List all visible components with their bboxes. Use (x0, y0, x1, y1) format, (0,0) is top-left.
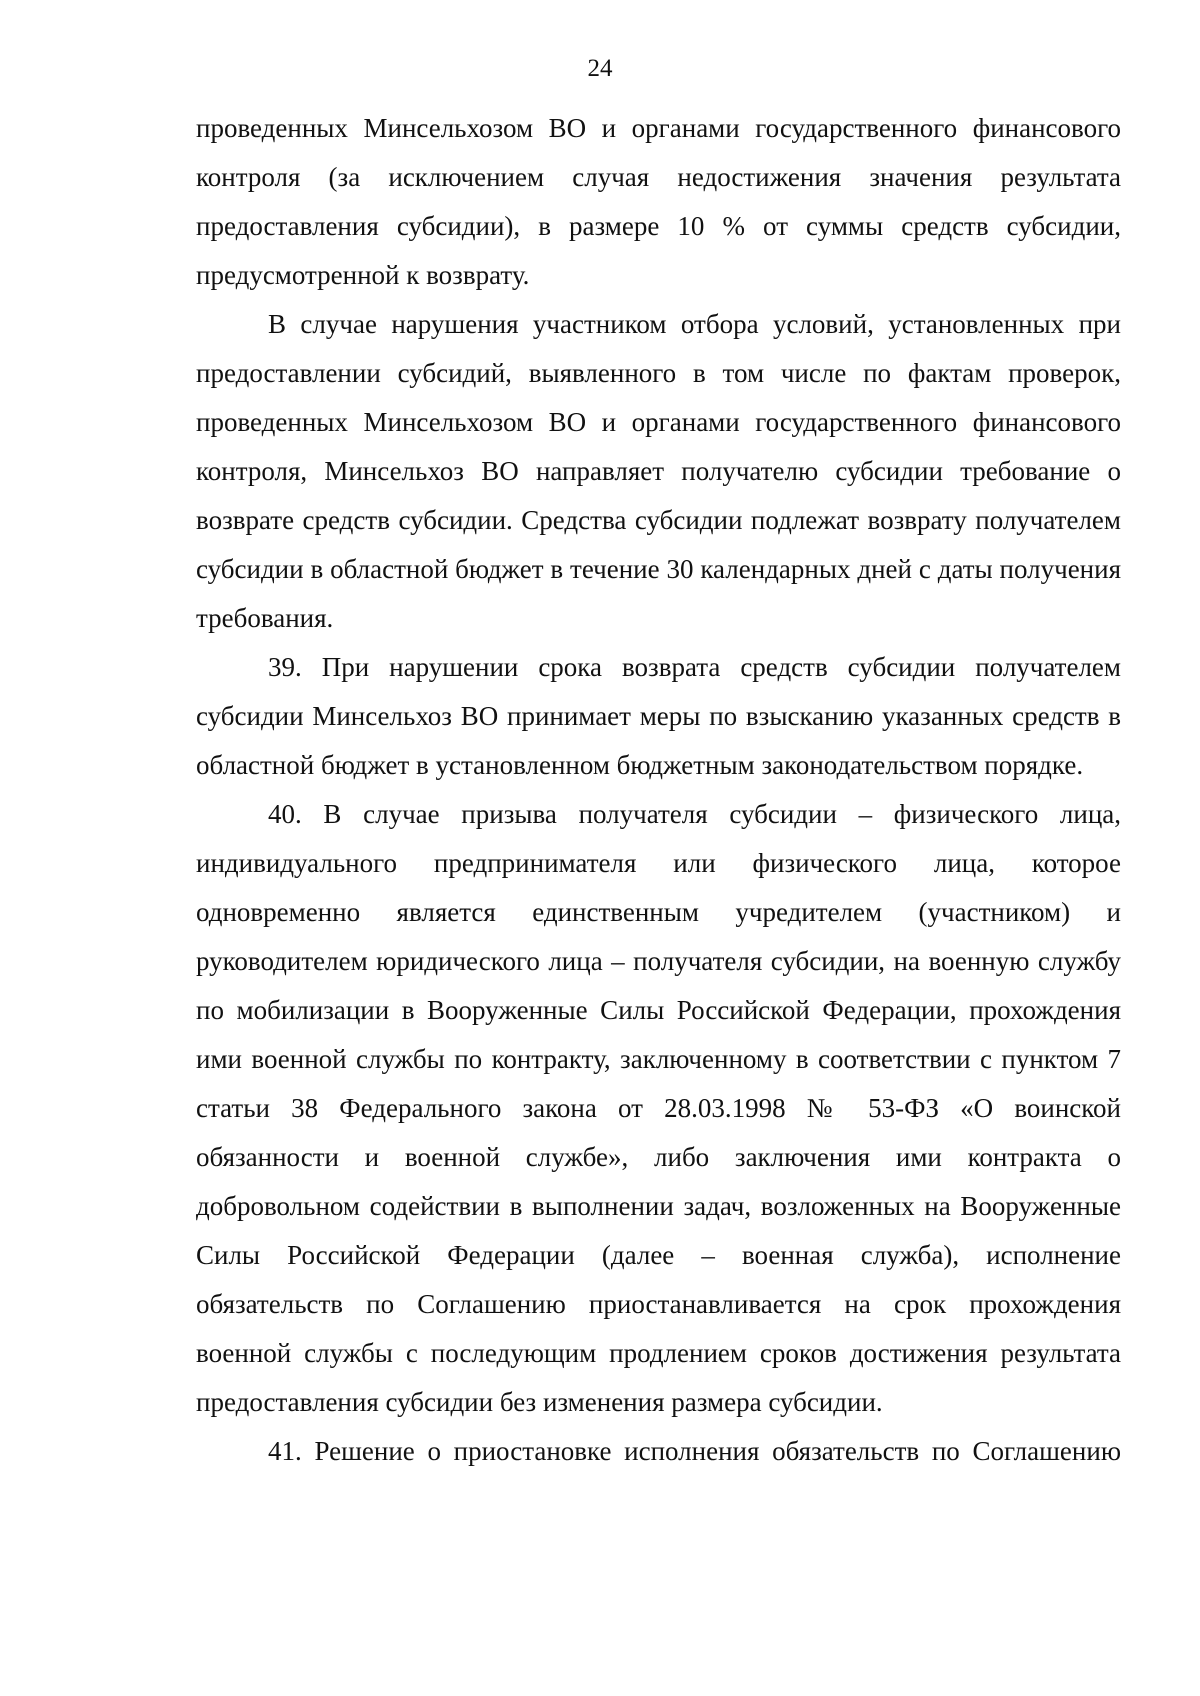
paragraph-violation-return: В случае нарушения участником отбора условий, установленных при предоставлении субсидий, выявленного в том числе по фактам проверок, проведенных Минсельхозом ВО и органами государственного финансового контроля, Минсельхоз ВО направляет получателю субсидии требование о возврате средств субсидии. Средства субсидии подлежат возврату получателем субсидии в областной бюджет в течение 30 календарных дней с даты получения требования. (196, 309, 1121, 633)
paragraph-40: 40. В случае призыва получателя субсидии – физического лица, индивидуального предпринимателя или физического лица, которое одновременно является единственным учредителем (участником) и руководителем юридического лица – получателя субсидии, на военную службу по мобилизации в Вооруженные Силы Российской Федерации, прохождения ими военной службы по контракту, заключенному в соответствии с пунктом 7 статьи 38 Федерального закона от 28.03.1998 № 53-ФЗ «О воинской обязанности и военной службе», либо заключения ими контракта о добровольном содействии в выполнении задач, возложенных на Вооруженные Силы Российской Федерации (далее – военная служба), исполнение обязательств по Соглашению приостанавливается на срок прохождения военной службы с последующим продлением сроков достижения результата предоставления субсидии без изменения размера субсидии. (196, 799, 1121, 1417)
page-number: 24 (587, 55, 613, 82)
paragraph-continuation: проведенных Минсельхозом ВО и органами государственного финансового контроля (за исключением случая недостижения значения результата предоставления субсидии), в размере 10 % от суммы средств субсидии, предусмотренной к возврату. (196, 113, 1121, 290)
paragraph-41: 41. Решение о приостановке исполнения обязательств по Соглашению (268, 1436, 1121, 1466)
document-body (196, 104, 1121, 1476)
paragraph-39: 39. При нарушении срока возврата средств субсидии получателем субсидии Минсельхоз ВО принимает меры по взысканию указанных средств в областной бюджет в установленном бюджетным законодательством порядке. (196, 652, 1121, 780)
